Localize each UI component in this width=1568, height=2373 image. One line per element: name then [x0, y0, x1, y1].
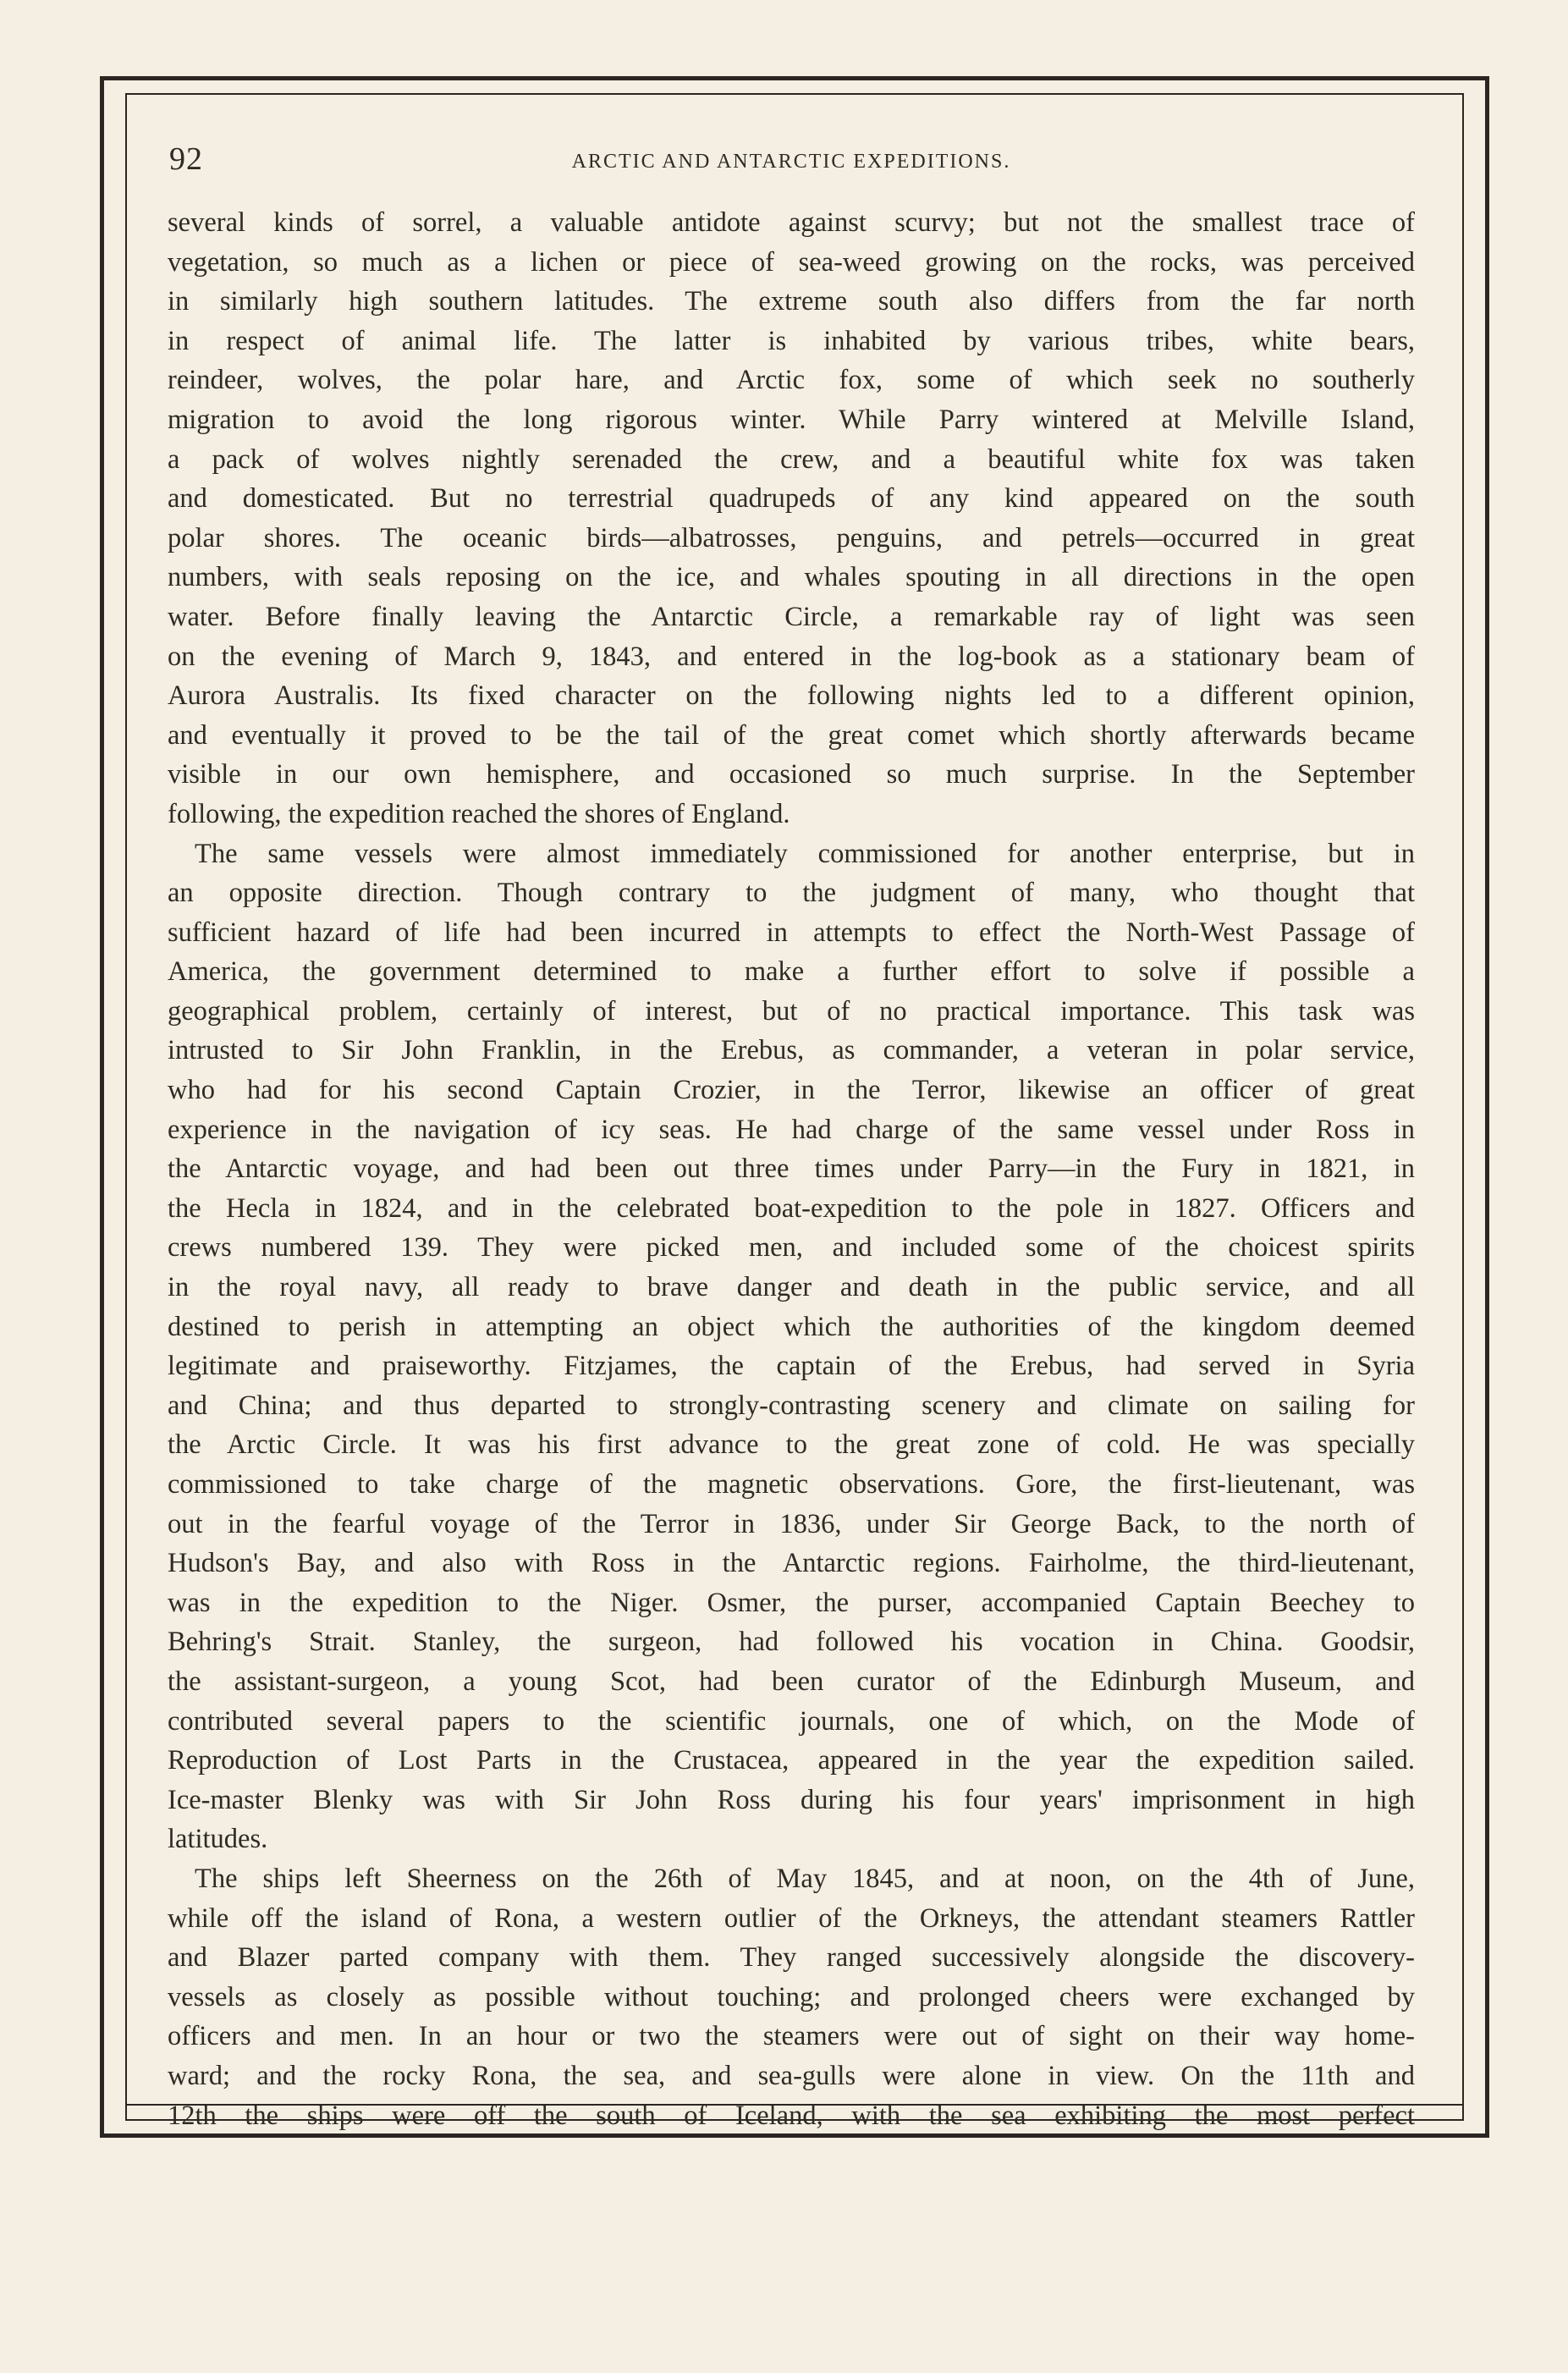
text-line: ward; and the rocky Rona, the sea, and sea-gulls were alone in view. On the 11th and — [168, 2060, 1415, 2091]
text-line: America, the government determined to make a further effort to solve if possible a — [168, 956, 1415, 988]
paragraph — [168, 834, 1415, 1859]
text-line: who had for his second Captain Crozier, in the Terror, likewise an officer of great — [168, 1075, 1415, 1106]
text-line: reindeer, wolves, the polar hare, and Arctic fox, some of which seek no southerly — [168, 365, 1415, 396]
text-line: vegetation, so much as a lichen or piece of sea-weed growing on the rocks, was perceived — [168, 246, 1415, 278]
text-line: intrusted to Sir John Franklin, in the Erebus, as commander, a veteran in polar service, — [168, 1035, 1415, 1066]
page-number: 92 — [169, 141, 203, 177]
paragraph — [168, 1859, 1415, 2135]
text-line: Aurora Australis. Its fixed character on the following nights led to a different opinion, — [168, 680, 1415, 712]
text-line: vessels as closely as possible without touching; and prolonged cheers were exchanged by — [168, 1981, 1415, 2012]
page-header — [169, 140, 1413, 191]
text-line: Reproduction of Lost Parts in the Crustacea, appeared in the year the expedition sailed. — [168, 1745, 1415, 1776]
text-line: following, the expedition reached the shores of England. — [168, 798, 790, 829]
text-line: numbers, with seals reposing on the ice, and whales spouting in all directions in the open — [168, 562, 1415, 593]
text-line: and eventually it proved to be the tail of the great comet which shortly afterwards became — [168, 719, 1415, 751]
paragraph — [168, 203, 1415, 834]
text-line: crews numbered 139. They were picked men, and included some of the choicest spirits — [168, 1232, 1415, 1264]
text-line: destined to perish in attempting an object which the authorities of the kingdom deemed — [168, 1311, 1415, 1342]
text-line: migration to avoid the long rigorous winter. While Parry wintered at Melville Island, — [168, 404, 1415, 435]
text-line: Ice-master Blenky was with Sir John Ross during his four years' imprisonment in high — [168, 1784, 1415, 1815]
text-line: out in the fearful voyage of the Terror in 1836, under Sir George Back, to the north of — [168, 1508, 1415, 1539]
text-line: experience in the navigation of icy seas. He had charge of the same vessel under Ross in — [168, 1114, 1415, 1145]
text-line: Behring's Strait. Stanley, the surgeon, had followed his vocation in China. Goodsir, — [168, 1627, 1415, 1658]
text-line: commissioned to take charge of the magnetic observations. Gore, the first-lieutenant, was — [168, 1469, 1415, 1500]
text-line: and China; and thus departed to strongly-contrasting scenery and climate on sailing for — [168, 1390, 1415, 1421]
text-line: water. Before finally leaving the Antarctic Circle, a remarkable ray of light was seen — [168, 601, 1415, 632]
text-line: officers and men. In an hour or two the steamers were out of sight on their way home- — [168, 2021, 1415, 2052]
body-text — [168, 203, 1415, 2135]
text-line: geographical problem, certainly of interest, but of no practical importance. This task was — [168, 995, 1415, 1027]
text-line: latitudes. — [168, 1824, 268, 1855]
text-line: in similarly high southern latitudes. The extreme south also differs from the far north — [168, 286, 1415, 317]
text-line: a pack of wolves nightly serenaded the crew, and a beautiful white fox was taken — [168, 443, 1415, 475]
text-line: The same vessels were almost immediately commissioned for another enterprise, but in — [195, 838, 1415, 869]
text-line: and Blazer parted company with them. They ranged successively alongside the discovery- — [168, 1942, 1415, 1974]
text-line: Hudson's Bay, and also with Ross in the Antarctic regions. Fairholme, the third-lieutenant, — [168, 1548, 1415, 1579]
text-line: the assistant-surgeon, a young Scot, had been curator of the Edinburgh Museum, and — [168, 1666, 1415, 1697]
text-line: 12th the ships were off the south of Iceland, with the sea exhibiting the most perfect — [168, 2100, 1415, 2131]
text-line: on the evening of March 9, 1843, and entered in the log-book as a stationary beam of — [168, 641, 1415, 672]
text-line: in respect of animal life. The latter is inhabited by various tribes, white bears, — [168, 325, 1415, 356]
text-line: sufficient hazard of life had been incurred in attempts to effect the North-West Passage of — [168, 917, 1415, 948]
text-line: the Antarctic voyage, and had been out three times under Parry—in the Fury in 1821, in — [168, 1153, 1415, 1185]
text-line: The ships left Sheerness on the 26th of May 1845, and at noon, on the 4th of June, — [195, 1863, 1415, 1894]
text-line: was in the expedition to the Niger. Osmer, the purser, accompanied Captain Beechey to — [168, 1587, 1415, 1618]
text-line: several kinds of sorrel, a valuable antidote against scurvy; but not the smallest trace of — [168, 207, 1415, 238]
text-line: and domesticated. But no terrestrial quadrupeds of any kind appeared on the south — [168, 483, 1415, 515]
text-line: in the royal navy, all ready to brave danger and death in the public service, and all — [168, 1272, 1415, 1303]
text-line: polar shores. The oceanic birds—albatrosses, penguins, and petrels—occurred in great — [168, 522, 1415, 553]
running-head: ARCTIC AND ANTARCTIC EXPEDITIONS. — [571, 151, 1011, 173]
text-line: an opposite direction. Though contrary to the judgment of many, who thought that — [168, 878, 1415, 909]
text-line: contributed several papers to the scientific journals, one of which, on the Mode of — [168, 1705, 1415, 1737]
text-line: the Hecla in 1824, and in the celebrated boat-expedition to the pole in 1827. Officers and — [168, 1192, 1415, 1224]
text-line: legitimate and praiseworthy. Fitzjames, the captain of the Erebus, had served in Syria — [168, 1351, 1415, 1382]
text-line: visible in our own hemisphere, and occasioned so much surprise. In the September — [168, 759, 1415, 790]
text-line: the Arctic Circle. It was his first advance to the great zone of cold. He was specially — [168, 1429, 1415, 1461]
text-line: while off the island of Rona, a western outlier of the Orkneys, the attendant steamers Rattler — [168, 1902, 1415, 1934]
